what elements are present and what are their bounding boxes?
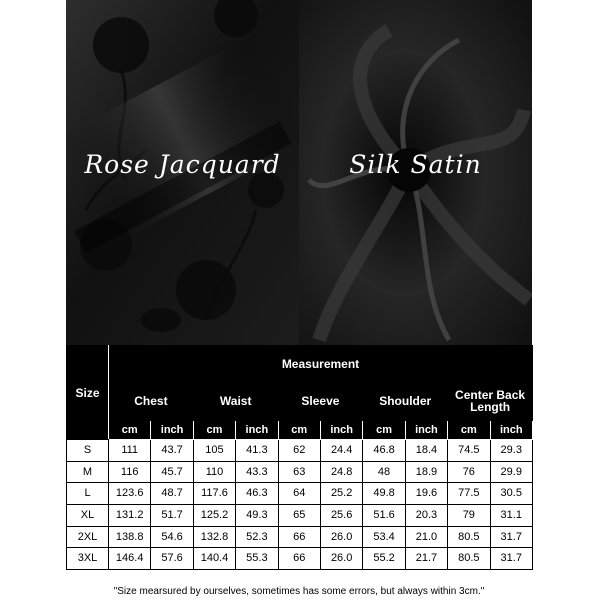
measurement-cell: 123.6 — [109, 483, 151, 505]
measurement-cell: 48 — [363, 461, 405, 483]
measurement-cell: 45.7 — [151, 461, 193, 483]
measurement-cell: 76 — [448, 461, 490, 483]
measurement-cell: 19.6 — [405, 483, 447, 505]
group-header: Sleeve — [278, 382, 363, 421]
measurement-cell: 131.2 — [109, 505, 151, 527]
group-header: Waist — [193, 382, 278, 421]
unit-header: cm — [448, 421, 490, 440]
size-cell: S — [67, 440, 109, 462]
measurement-cell: 29.9 — [490, 461, 532, 483]
size-cell: 3XL — [67, 548, 109, 570]
measurement-cell: 43.3 — [236, 461, 278, 483]
size-rows — [67, 440, 533, 570]
measurement-cell: 65 — [278, 505, 320, 527]
measurement-cell: 30.5 — [490, 483, 532, 505]
unit-header: cm — [193, 421, 235, 440]
measurement-cell: 116 — [109, 461, 151, 483]
measurement-cell: 31.7 — [490, 548, 532, 570]
measurement-cell: 66 — [278, 548, 320, 570]
fabric-photos — [66, 0, 532, 345]
measurement-cell: 79 — [448, 505, 490, 527]
measurement-cell: 117.6 — [193, 483, 235, 505]
group-header: Chest — [109, 382, 194, 421]
measurement-cell: 62 — [278, 440, 320, 462]
unit-row — [67, 421, 533, 440]
measurement-cell: 43.7 — [151, 440, 193, 462]
unit-header: inch — [320, 421, 362, 440]
measurement-cell: 18.4 — [405, 440, 447, 462]
measurement-cell: 29.3 — [490, 440, 532, 462]
unit-header: inch — [405, 421, 447, 440]
measurement-cell: 21.0 — [405, 526, 447, 548]
measurement-cell: 140.4 — [193, 548, 235, 570]
table-row — [67, 505, 533, 527]
measurement-cell: 55.2 — [363, 548, 405, 570]
size-header: Size — [67, 346, 109, 440]
measurement-cell: 53.4 — [363, 526, 405, 548]
measurement-cell: 111 — [109, 440, 151, 462]
unit-header: cm — [109, 421, 151, 440]
group-header: Center Back Length — [448, 382, 533, 421]
measurement-cell: 31.1 — [490, 505, 532, 527]
measurement-cell: 46.3 — [236, 483, 278, 505]
measurement-cell: 26.0 — [320, 548, 362, 570]
measurement-cell: 105 — [193, 440, 235, 462]
measurement-cell: 57.6 — [151, 548, 193, 570]
group-header: Shoulder — [363, 382, 448, 421]
measurement-cell: 49.8 — [363, 483, 405, 505]
size-footnote: "Size mearsured by ourselves, sometimes has some errors, but always within 3cm." — [113, 586, 485, 597]
size-table — [66, 345, 533, 570]
unit-header: cm — [278, 421, 320, 440]
size-cell: L — [67, 483, 109, 505]
measurement-cell: 46.8 — [363, 440, 405, 462]
measurement-cell: 74.5 — [448, 440, 490, 462]
measurement-cell: 52.3 — [236, 526, 278, 548]
measurement-cell: 63 — [278, 461, 320, 483]
measurement-cell: 48.7 — [151, 483, 193, 505]
measurement-cell: 54.6 — [151, 526, 193, 548]
measurement-cell: 18.9 — [405, 461, 447, 483]
table-row — [67, 548, 533, 570]
measurement-cell: 80.5 — [448, 526, 490, 548]
rose-jacquard-panel — [66, 0, 299, 345]
measurement-cell: 31.7 — [490, 526, 532, 548]
measurement-cell: 66 — [278, 526, 320, 548]
table-row — [67, 483, 533, 505]
unit-header: cm — [363, 421, 405, 440]
measurement-cell: 132.8 — [193, 526, 235, 548]
measurement-cell: 26.0 — [320, 526, 362, 548]
silk-satin-label: Silk Satin — [349, 150, 482, 179]
rose-jacquard-label: Rose Jacquard — [84, 150, 281, 179]
silk-satin-panel — [299, 0, 532, 345]
measurement-cell: 41.3 — [236, 440, 278, 462]
measurement-cell: 146.4 — [109, 548, 151, 570]
measurement-cell: 110 — [193, 461, 235, 483]
measurement-cell: 138.8 — [109, 526, 151, 548]
measurement-cell: 24.4 — [320, 440, 362, 462]
measurement-cell: 25.6 — [320, 505, 362, 527]
size-cell: M — [67, 461, 109, 483]
measurement-cell: 24.8 — [320, 461, 362, 483]
unit-header: inch — [236, 421, 278, 440]
measurement-cell: 125.2 — [193, 505, 235, 527]
size-cell: 2XL — [67, 526, 109, 548]
measurement-cell: 25.2 — [320, 483, 362, 505]
table-row — [67, 526, 533, 548]
measurement-cell: 20.3 — [405, 505, 447, 527]
measurement-cell: 51.7 — [151, 505, 193, 527]
size-cell: XL — [67, 505, 109, 527]
measurement-header: Measurement — [109, 346, 533, 382]
measurement-cell: 80.5 — [448, 548, 490, 570]
table-row — [67, 461, 533, 483]
measurement-cell: 64 — [278, 483, 320, 505]
size-chart — [66, 345, 532, 570]
measurement-cell: 21.7 — [405, 548, 447, 570]
measurement-cell: 77.5 — [448, 483, 490, 505]
unit-header: inch — [151, 421, 193, 440]
measurement-cell: 49.3 — [236, 505, 278, 527]
measurement-groups — [67, 382, 533, 421]
table-row — [67, 440, 533, 462]
measurement-cell: 51.6 — [363, 505, 405, 527]
measurement-cell: 55.3 — [236, 548, 278, 570]
unit-header: inch — [490, 421, 532, 440]
